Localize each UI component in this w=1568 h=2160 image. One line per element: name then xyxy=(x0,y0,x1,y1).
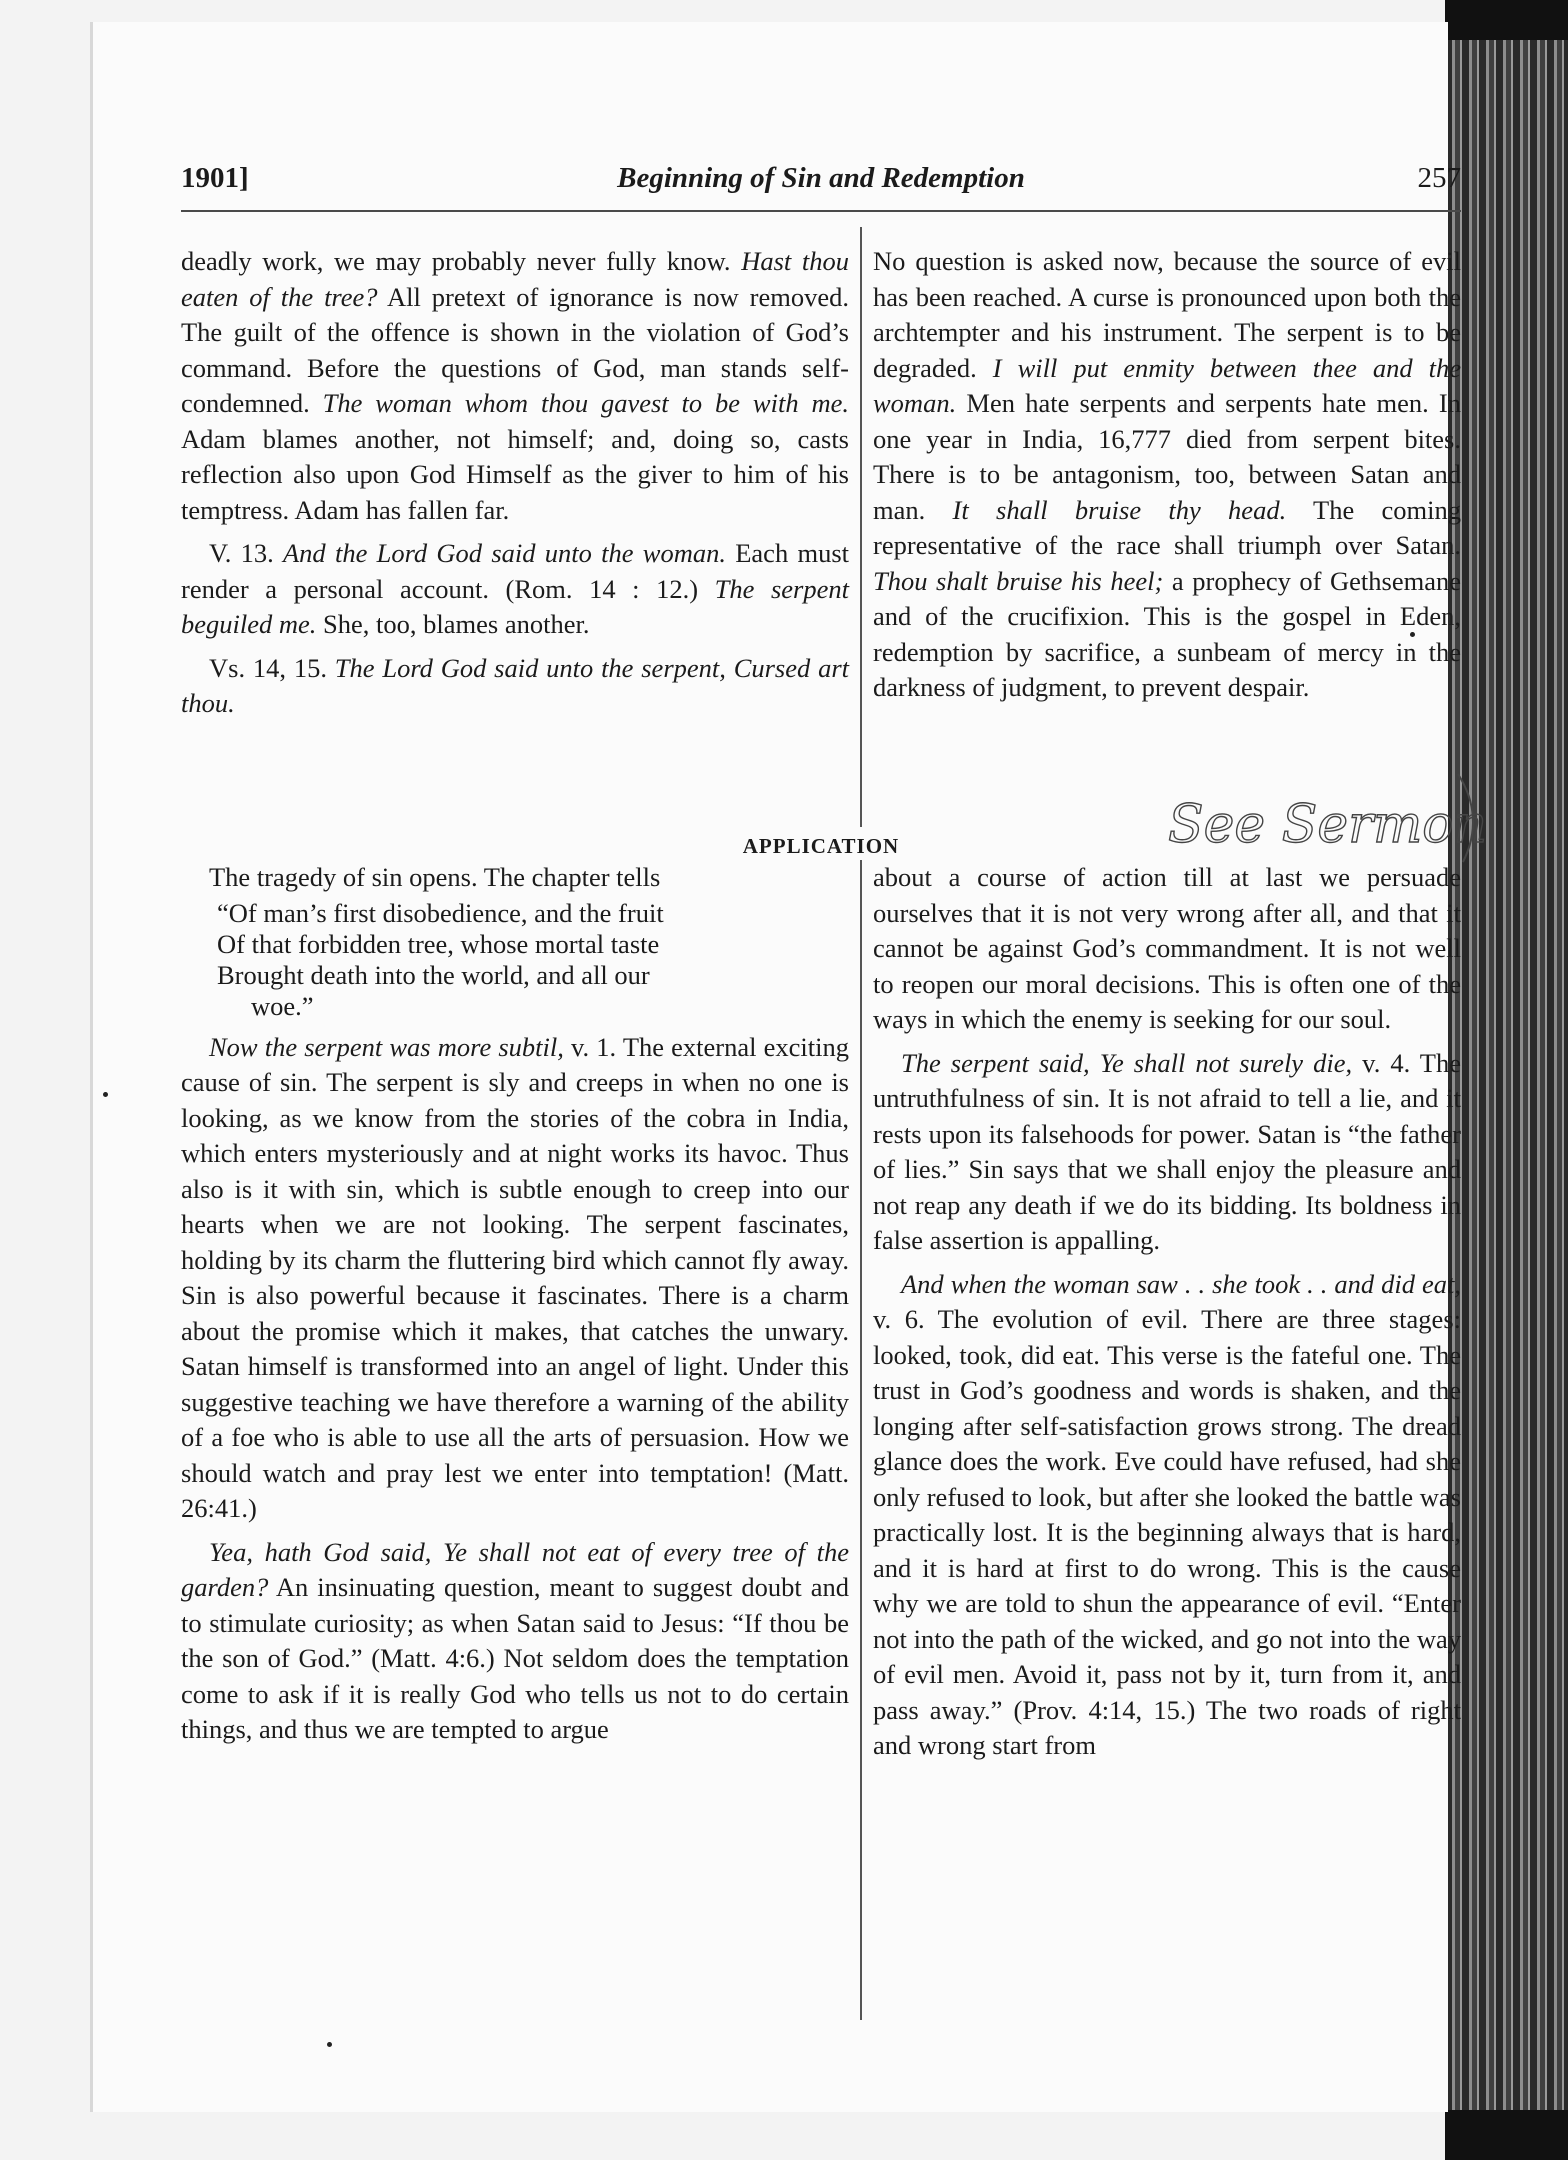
column-left-top xyxy=(181,244,849,722)
paragraph: V. 13. And the Lord God said unto the woman. Each must render a personal account. (Rom. 14 : 12.) The serpent beguiled me. She, too, blames another. xyxy=(181,538,849,639)
paragraph: deadly work, we may probably never fully know. Hast thou eaten of the tree? All pretext of ignorance is now removed. The guilt of the offence is shown in the violation of God’s command. Before the questions of God, man stands self-condemned. The woman whom thou gavest to be with me. Adam blames another, not himself; and, doing so, casts reflection also upon God Himself as the giver to him of his temptress. Adam has fallen far. xyxy=(181,246,850,525)
column-right-top xyxy=(873,244,1461,706)
column-divider-bottom xyxy=(860,860,862,2020)
column-left-bottom xyxy=(181,860,849,1748)
ink-speck xyxy=(1410,632,1415,637)
page-number: 257 xyxy=(1417,162,1461,194)
verse-line: “Of man’s first disobedience, and the fruit xyxy=(217,897,664,928)
header-year: 1901] xyxy=(181,162,249,194)
book-page xyxy=(90,22,1488,2112)
verse-line: woe.” xyxy=(251,990,314,1021)
handwriting-scribble xyxy=(1158,762,1488,872)
verse-line: Brought death into the world, and all our xyxy=(217,959,650,990)
column-right-bottom xyxy=(873,860,1461,1764)
book-page-edges xyxy=(1445,0,1568,2160)
paragraph: Now the serpent was more subtil, v. 1. The external exciting cause of sin. The serpent is sly and creeps in when no one is looking, as we know from the stories of the cobra in India, which enters mysteriously and at night works its havoc. Thus also is it with sin, which is subtle enough to creep into our hearts when we are not looking. The serpent fascinates, holding by its charm the fluttering bird which cannot fly away. Sin is also powerful because it fascinates. There is a charm about the promise which it makes, that catches the unwary. Satan himself is transformed into an angel of light. Under this suggestive teaching we have therefore a warning of the ability of a foe who is able to use all the arts of persuasion. How we should watch and pray lest we enter into temptation! (Matt. 26:41.) xyxy=(181,1031,849,1523)
verse-quote xyxy=(217,898,849,1022)
paragraph: No question is asked now, because the source of evil has been reached. A curse is pronounced upon both the archtempter and his instrument. The serpent is to be degraded. I will put enmity between thee and the woman. Men hate serpents and serpents hate men. In one year in India, 16,777 died from serpent bites. There is to be antagonism, too, between Satan and man. It shall bruise thy head. The coming representative of the race shall triumph over Satan. Thou shalt bruise his heel; a prophecy of Gethsemane and of the crucifixion. This is the gospel in Eden, redemption by sacrifice, a sunbeam of mercy in the darkness of judgment, to prevent despair. xyxy=(873,246,1461,702)
verse-line: Of that forbidden tree, whose mortal taste xyxy=(217,928,660,959)
handwriting-text: See Sermon xyxy=(1168,795,1488,855)
ink-speck xyxy=(327,2042,332,2047)
paragraph: Yea, hath God said, Ye shall not eat of every tree of the garden? An insinuating question, meant to suggest doubt and to stimulate curiosity; as when Satan said to Jesus: “If thou be the son of God.” (Matt. 4:6.) Not seldom does the temptation come to ask if it is really God who tells us not to do certain things, and thus we are tempted to argue xyxy=(181,1536,849,1744)
handwritten-annotation xyxy=(1158,762,1488,872)
paragraph: Vs. 14, 15. The Lord God said unto the serpent, Cursed art thou. xyxy=(181,652,849,718)
ink-speck xyxy=(103,1092,108,1097)
running-header xyxy=(181,162,1461,212)
header-title: Beginning of Sin and Redemption xyxy=(617,162,1025,194)
paragraph: about a course of action till at last we persuade ourselves that it is not very wrong after all, and that it cannot be against God’s commandment. It is not well to reopen our moral decisions. This is often one of the ways in which the enemy is seeking for our soul. xyxy=(873,862,1461,1034)
paragraph: And when the woman saw . . she took . . and did eat, v. 6. The evolution of evil. There are three stages: looked, took, did eat. This verse is the fateful one. The trust in God’s goodness and words is shaken, and the longing after self-satisfaction grows strong. The dread glance does the work. Eve could have refused, had she only refused to look, but after she looked the battle was practically lost. It is the beginning always that is hard, and it is hard at first to do wrong. This is the cause why we are told to shun the appearance of evil. “Enter not into the path of the wicked, and go not into the way of evil men. Avoid it, pass not by it, turn from it, and pass away.” (Prov. 4:14, 15.) The two roads of right and wrong start from xyxy=(873,1268,1461,1760)
section-heading: APPLICATION xyxy=(742,834,900,858)
paragraph: The serpent said, Ye shall not surely die, v. 4. The untruthfulness of sin. It is not afraid to tell a lie, and it rests upon its falsehoods for power. Satan is “the father of lies.” Sin says that we shall enjoy the pleasure and not reap any death if we do its bidding. Its boldness in false assertion is appalling. xyxy=(873,1047,1462,1255)
paragraph: The tragedy of sin opens. The chapter tells xyxy=(209,862,661,892)
column-divider-top xyxy=(860,227,862,827)
